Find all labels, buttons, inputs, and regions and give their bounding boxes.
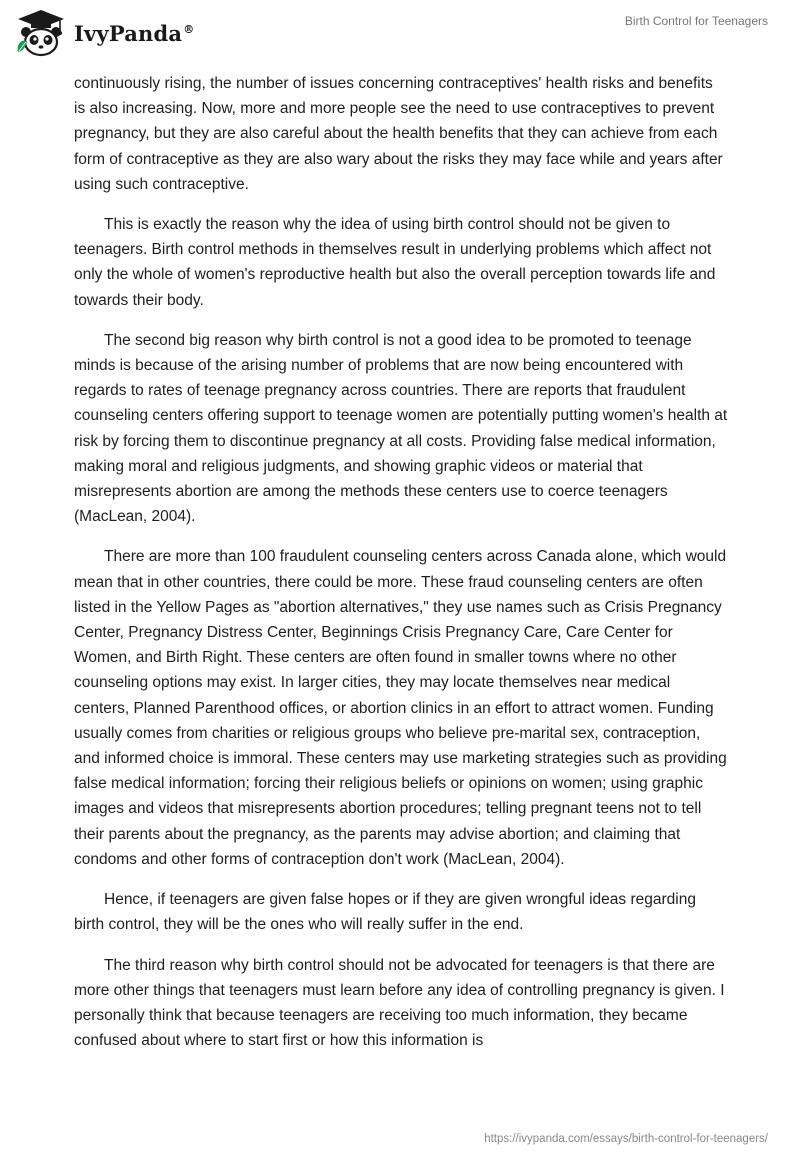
paragraph: Hence, if teenagers are given false hopes or if they are given wrongful ideas regarding birth control, they will be the ones who will really suffer in the end. [74, 891, 696, 934]
source-url[interactable]: https://ivypanda.com/essays/birth-control-for-teenagers/ [484, 1133, 768, 1145]
brand-name: IvyPanda® [74, 20, 195, 46]
panda-graduate-icon [14, 8, 68, 58]
document-title: Birth Control for Teenagers [624, 14, 768, 28]
paragraph: continuously rising, the number of issues concerning contraceptives' health risks and benefits is also increasing. Now, more and more people see the need to use contraceptives to prevent pregnancy, but they are also careful about the health benefits that they can achieve from each form of contraceptive as they are also wary about the risks they may face while and years after using such contraceptive. [74, 75, 723, 193]
registered-mark: ® [183, 22, 195, 36]
essay-body [74, 71, 728, 1068]
brand-logo[interactable] [14, 8, 194, 58]
paragraph: The third reason why birth control should not be advocated for teenagers is that there are more other things that teenagers must learn before any idea of controlling pregnancy is given. I personally think that because teenagers are receiving too much information, they became confused about where to start first or how this information is [74, 956, 725, 1050]
paragraph: The second big reason why birth control is not a good idea to be promoted to teenage minds is because of the arising number of problems that are now being encountered with regards to rates of teenage pregnancy across countries. There are reports that fraudulent counseling centers offering support to teenage women are potentially putting women's health at risk by forcing them to discontinue pregnancy at all costs. Providing false medical information, making moral and religious judgments, and showing graphic videos or material that misrepresents abortion are among the methods these centers use to coerce teenagers (MacLean, 2004). [74, 331, 728, 526]
paragraph: There are more than 100 fraudulent counseling centers across Canada alone, which would mean that in other countries, there could be more. These fraud counseling centers are often listed in the Yellow Pages as "abortion alternatives," they use names such as Crisis Pregnancy Center, Pregnancy Distress Center, Beginnings Crisis Pregnancy Care, Care Center for Women, and Birth Right. These centers are often found in smaller towns where no other counseling options may exist. In larger cities, they may locate themselves near medical centers, Planned Parenthood offices, or abortion clinics in an effort to attract women. Funding usually comes from charities or religious groups who believe pre-marital sex, contraception, and informed choice is immoral. These centers may use marketing strategies such as providing false medical information; forcing their religious beliefs or opinions on women; using graphic images and videos that misrepresents abortion procedures; telling pregnant teens not to tell their parents about the pregnancy, as the parents may advise abortion; and claiming that condoms and other forms of contraception don't work (MacLean, 2004). [74, 548, 727, 868]
paragraph: This is exactly the reason why the idea of using birth control should not be given to teenagers. Birth control methods in themselves result in underlying problems which affect not only the whole of women's reproductive health but also the overall perception towards life and towards their body. [74, 216, 716, 309]
page-header [0, 0, 800, 70]
